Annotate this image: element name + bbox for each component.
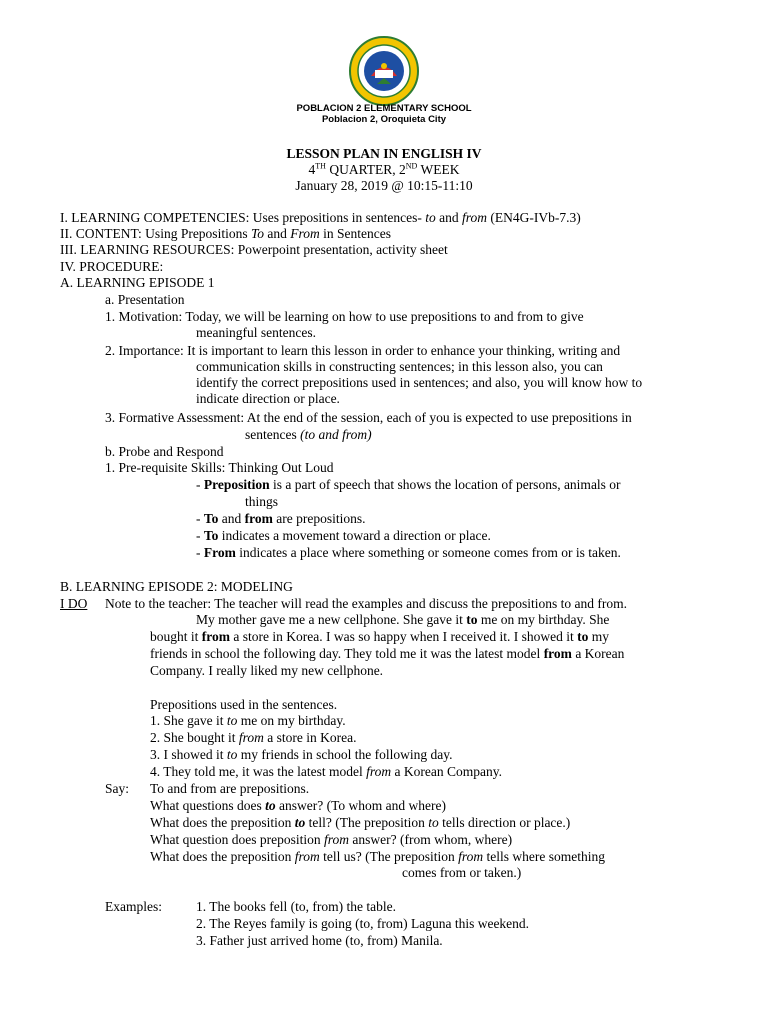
motivation-line2: meaningful sentences. xyxy=(196,325,316,340)
episode1-heading: A. LEARNING EPISODE 1 xyxy=(60,275,215,290)
importance-line1: 2. Importance: It is important to learn this lesson in order to enhance your thinking, writing and xyxy=(105,343,621,358)
say-line4: What question does preposition from answer? (from whom, where) xyxy=(150,832,513,847)
say-line1: To and from are prepositions. xyxy=(150,781,310,796)
school-name: POBLACION 2 ELEMENTARY SCHOOL xyxy=(296,103,472,114)
procedure-heading: IV. PROCEDURE: xyxy=(60,259,164,274)
learning-competencies: I. LEARNING COMPETENCIES: Uses prepositions in sentences- to and from (EN4G-IVb-7.3) xyxy=(60,210,581,225)
episode2-heading: B. LEARNING EPISODE 2: MODELING xyxy=(60,579,293,594)
bullet-to: - To indicates a movement toward a direction or place. xyxy=(196,528,491,543)
importance-line2: communication skills in constructing sentences; in this lesson also, you can xyxy=(196,359,603,374)
story-line1: My mother gave me a new cellphone. She gave it to me on my birthday. She xyxy=(196,612,610,627)
lesson-date: January 28, 2019 @ 10:15-11:10 xyxy=(295,178,473,193)
example-1: 1. The books fell (to, from) the table. xyxy=(196,899,396,914)
quarter-week: 4TH QUARTER, 2ND WEEK xyxy=(308,161,460,177)
importance-line3: identify the correct prepositions used in sentences; and also, you will know how to xyxy=(196,375,643,390)
prerequisite-skills: 1. Pre-requisite Skills: Thinking Out Loud xyxy=(105,460,334,475)
say-line2: What questions does to answer? (To whom and where) xyxy=(150,798,446,813)
formative-line2: sentences (to and from) xyxy=(245,427,372,442)
school-address: Poblacion 2, Oroquieta City xyxy=(321,114,447,125)
example-2: 2. The Reyes family is going (to, from) Laguna this weekend. xyxy=(196,916,530,931)
bullet-from: - From indicates a place where something or someone comes from or is taken. xyxy=(196,545,621,560)
used-item-3: 3. I showed it to my friends in school the following day. xyxy=(150,747,453,762)
bullet-preposition: - Preposition is a part of speech that shows the location of persons, animals or xyxy=(196,477,621,492)
say-line5: What does the preposition from tell us? (The preposition from tells where something xyxy=(150,849,605,864)
example-3: 3. Father just arrived home (to, from) Manila. xyxy=(196,933,443,948)
school-logo xyxy=(349,36,419,106)
story-line4: Company. I really liked my new cellphone. xyxy=(150,663,384,678)
bullet-to-from: - To and from are prepositions. xyxy=(196,511,366,526)
story-line2: bought it from a store in Korea. I was so happy when I received it. I showed it to my xyxy=(150,629,610,644)
motivation-line1: 1. Motivation: Today, we will be learning on how to use prepositions to and from to give xyxy=(105,309,584,324)
used-item-4: 4. They told me, it was the latest model from a Korean Company. xyxy=(150,764,502,779)
say-label: Say: xyxy=(105,781,130,796)
used-item-1: 1. She gave it to me on my birthday. xyxy=(150,713,346,728)
teacher-note: Note to the teacher: The teacher will read the examples and discuss the prepositions to and from. xyxy=(105,596,627,611)
examples-label: Examples: xyxy=(105,899,162,914)
content-line: II. CONTENT: Using Prepositions To and From in Sentences xyxy=(60,226,391,241)
formative-line1: 3. Formative Assessment: At the end of the session, each of you is expected to use prepositions in xyxy=(105,410,632,425)
say-line5-cont: comes from or taken.) xyxy=(402,865,522,880)
i-do-label: I DO xyxy=(60,596,88,611)
lesson-title: LESSON PLAN IN ENGLISH IV xyxy=(286,146,482,161)
prepositions-used-heading: Prepositions used in the sentences. xyxy=(150,697,338,712)
presentation-label: a. Presentation xyxy=(105,292,185,307)
importance-line4: indicate direction or place. xyxy=(196,391,340,406)
bullet-preposition-cont: things xyxy=(245,494,279,509)
probe-label: b. Probe and Respond xyxy=(105,444,224,459)
used-item-2: 2. She bought it from a store in Korea. xyxy=(150,730,357,745)
story-line3: friends in school the following day. They told me it was the latest model from a Korean xyxy=(150,646,625,661)
say-line3: What does the preposition to tell? (The preposition to tells direction or place.) xyxy=(150,815,571,830)
learning-resources: III. LEARNING RESOURCES: Powerpoint presentation, activity sheet xyxy=(60,242,448,257)
